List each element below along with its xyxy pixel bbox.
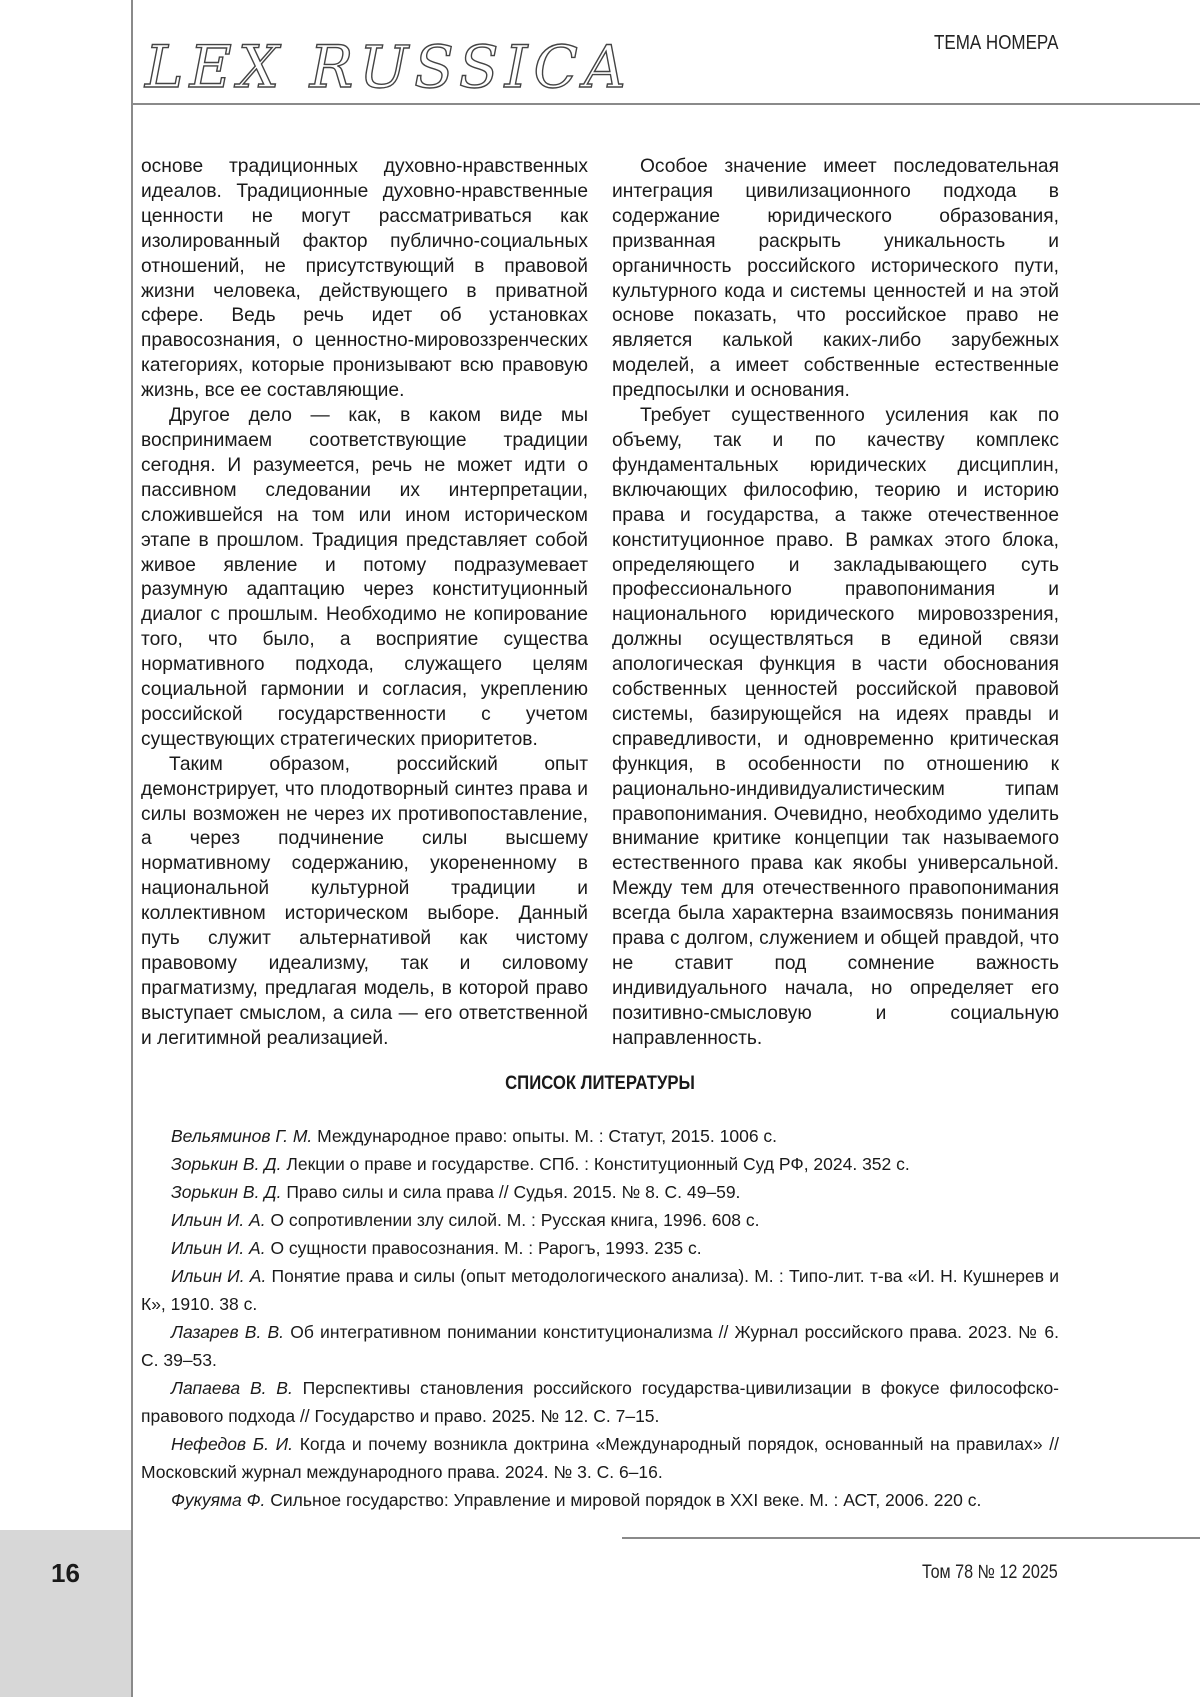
reference-item — [141, 1262, 1059, 1318]
reference-text: О сущности правосознания. М. : Рарогъ, 1993. 235 с. — [265, 1238, 702, 1258]
body-columns — [141, 155, 1059, 1052]
references-list — [141, 1122, 1059, 1514]
reference-item — [141, 1122, 1059, 1150]
reference-text: Понятие права и силы (опыт методологического анализа). М. : Типо-лит. т-ва «И. Н. Кушнерев и К», 1910. 38 с. — [141, 1266, 1060, 1314]
reference-item — [141, 1430, 1059, 1486]
references-title: СПИСОК ЛИТЕРАТУРЫ — [505, 1073, 695, 1094]
reference-author: Нефедов Б. И. — [171, 1434, 294, 1454]
reference-item — [141, 1178, 1059, 1206]
footer-rule — [622, 1537, 1200, 1539]
paragraph: Особое значение имеет последовательная интеграция цивилизационного подхода в содержание юридического образования, призванная раскрыть уникальность и органичность российского исторического пути, культурного кода и системы ценностей и на этой основе показать, что российское право не является калькой каких-либо зарубежных моделей, а имеет собственные естественные предпосылки и основания. — [612, 156, 1059, 402]
reference-text: Международное право: опыты. М. : Статут, 2015. 1006 с. — [312, 1126, 778, 1146]
reference-author: Вельяминов Г. М. — [171, 1126, 313, 1146]
reference-item — [141, 1374, 1059, 1430]
reference-item — [141, 1486, 1059, 1514]
paragraph: Требует существенного усиления как по объему, так и по качеству комплекс фундаментальных юридических дисциплин, включающих философию, теорию и историю права и государства, а также отечественное конституционное право. В рамках этого блока, определяющего и закладывающего суть профессионального правопонимания и национального юридического мировоззрения, должны осуществляться в единой связи апологическая функция в части обоснования собственных ценностей российской правовой системы, базирующейся на идеях правды и справедливости, и одновременно критическая функция, в особенности по отношению к рационально-индивидуалистическим типам правопонимания. Очевидно, необходимо уделить внимание критике концепции так называемого естественного права как якобы универсальной. Между тем для отечественного правопонимания всегда была характерна взаимосвязь понимания права с долгом, служением и общей правдой, что не ставит под сомнение важность индивидуального начала, но определяет его позитивно-смысловую и социальную направленность. — [612, 405, 1059, 1049]
reference-item — [141, 1318, 1059, 1374]
left-column — [141, 155, 588, 1052]
reference-author: Фукуяма Ф. — [171, 1490, 266, 1510]
right-column — [612, 155, 1059, 1052]
paragraph: Таким образом, российский опыт демонстрирует, что плодотворный синтез права и силы возможен не через их противопоставление, а через подчинение силы высшему нормативному содержанию, укорененному в национальной культурной традиции и коллективном историческом выборе. Данный путь служит альтернативой как чистому правовому идеализму, так и силовому прагматизму, предлагая модель, в которой право выступает смыслом, а сила — его ответственной и легитимной реализацией. — [141, 753, 588, 1049]
paragraph: Другое дело — как, в каком виде мы воспринимаем соответствующие традиции сегодня. И разумеется, речь не может идти о пассивном следовании их интерпретации, сложившейся на том или ином историческом этапе в прошлом. Традиция представляет собой живое явление и потому подразумевает разумную адаптацию через конституционный диалог с прошлым. Необходимо не копирование того, что было, а восприятие существа нормативного подхода, служащего целям социальной гармонии и согласия, укреплению российской государственности с учетом существующих стратегических приоритетов. — [141, 405, 588, 750]
left-margin-strip — [0, 0, 133, 1697]
reference-author: Ильин И. А. — [171, 1266, 267, 1286]
reference-author: Лапаева В. В. — [171, 1378, 293, 1398]
page-number: 16 — [51, 1558, 80, 1588]
reference-item — [141, 1150, 1059, 1178]
reference-text: Сильное государство: Управление и мировой порядок в XXI веке. М. : АСТ, 2006. 220 с. — [265, 1490, 982, 1510]
reference-author: Зорькин В. Д. — [171, 1154, 282, 1174]
paragraph: основе традиционных духовно-нравственных идеалов. Традиционные духовно-нравственные ценности не могут рассматриваться как изолированный фактор публично-социальных отношений, не присутствующий в правовой жизни человека, действующего в приватной сфере. Ведь речь идет об установках правосознания, о ценностно-мировоззренческих категориях, которые пронизывают всю правовую жизнь, все ее составляющие. — [141, 156, 588, 402]
reference-text: Перспективы становления российского государства-цивилизации в фокусе философско-правового подхода // Государство и право. 2025. № 12. С. 7–15. — [141, 1378, 1060, 1426]
journal-logo: LEX RUSSICA — [145, 33, 632, 101]
reference-item — [141, 1234, 1059, 1262]
reference-text: О сопротивлении злу силой. М. : Русская книга, 1996. 608 с. — [265, 1210, 760, 1230]
reference-text: Лекции о праве и государстве. СПб. : Конституционный Суд РФ, 2024. 352 с. — [281, 1154, 910, 1174]
reference-text: Право силы и сила права // Судья. 2015. № 8. С. 49–59. — [281, 1182, 741, 1202]
page-number-box — [0, 1530, 133, 1697]
reference-item — [141, 1206, 1059, 1234]
header-rule — [133, 103, 1200, 105]
reference-text: Об интегративном понимании конституционализма // Журнал российского права. 2023. № 6. С. 39–53. — [141, 1322, 1059, 1370]
section-label: ТЕМА НОМЕРА — [933, 32, 1058, 54]
reference-text: Когда и почему возникла доктрина «Международный порядок, основанный на правилах» // Московский журнал международного права. 2024. № 3. С. 6–16. — [141, 1434, 1059, 1482]
reference-author: Зорькин В. Д. — [171, 1182, 282, 1202]
reference-author: Ильин И. А. — [171, 1210, 266, 1230]
reference-author: Лазарев В. В. — [171, 1322, 285, 1342]
reference-author: Ильин И. А. — [171, 1238, 266, 1258]
issue-volume: Том 78 № 12 2025 — [922, 1562, 1058, 1583]
